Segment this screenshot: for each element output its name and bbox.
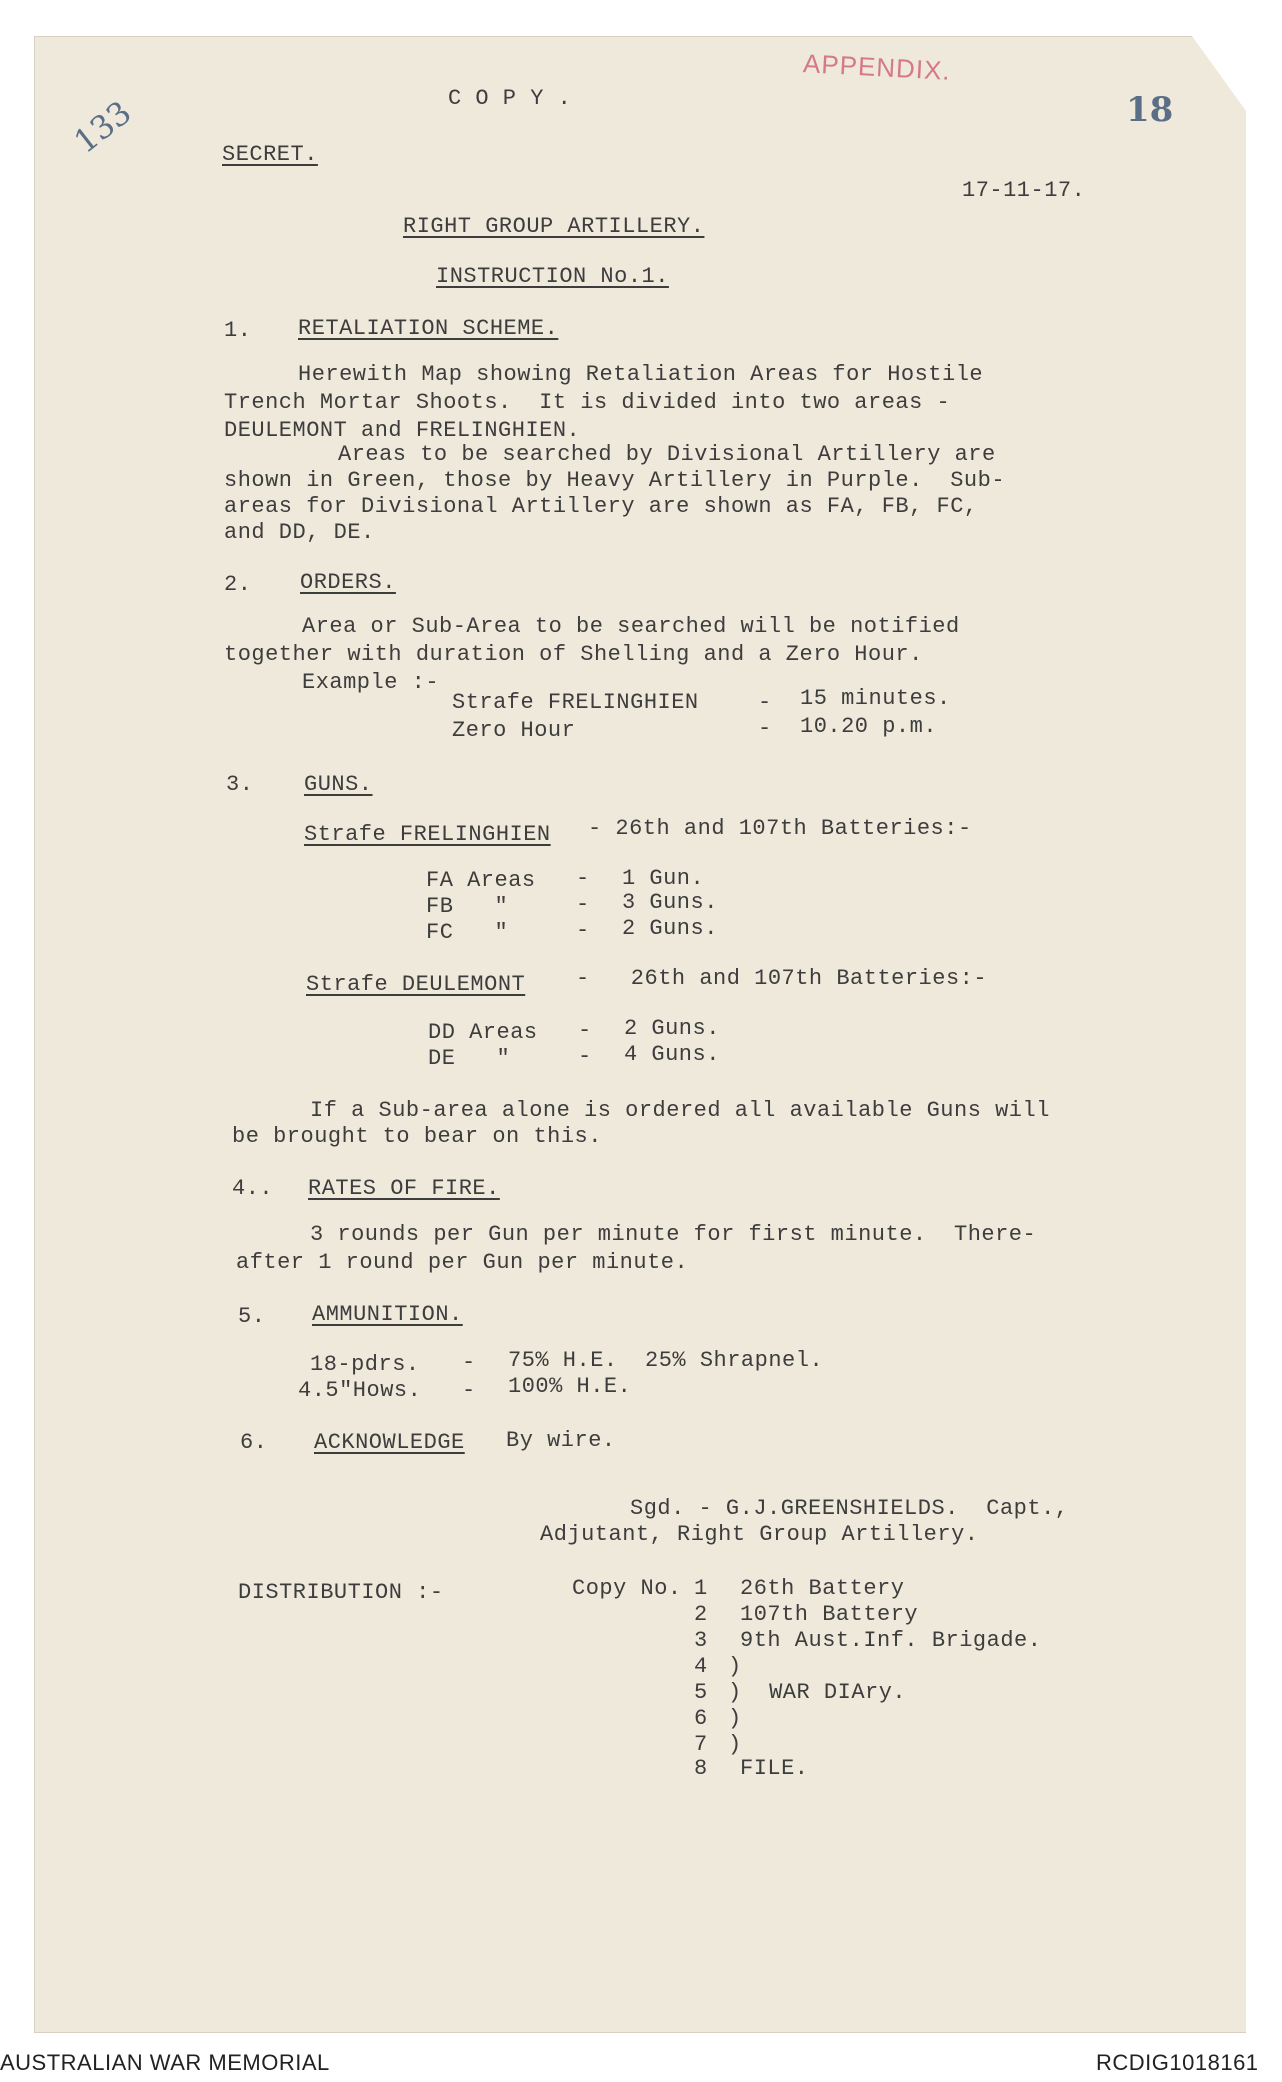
- section-2-line: together with duration of Shelling and a Zero Hour.: [224, 642, 923, 667]
- section-6-heading: ACKNOWLEDGE: [314, 1430, 465, 1455]
- strafe-deulemont-label: Strafe DEULEMONT: [306, 972, 526, 997]
- unit-title: RIGHT GROUP ARTILLERY.: [403, 214, 705, 239]
- section-1-line: areas for Divisional Artillery are shown as FA, FB, FC,: [224, 494, 978, 519]
- section-2-number: 2.: [224, 572, 252, 597]
- distribution-recipient: 26th Battery: [740, 1576, 905, 1601]
- section-3-number: 3.: [226, 772, 254, 797]
- section-5-heading: AMMUNITION.: [312, 1302, 463, 1327]
- section-1-line: Areas to be searched by Divisional Artillery are: [338, 442, 996, 467]
- gun-dash: -: [578, 1018, 592, 1043]
- section-4-number: 4..: [232, 1176, 274, 1201]
- example-row-dash: -: [758, 690, 772, 715]
- section-1-line: and DD, DE.: [224, 520, 375, 545]
- example-row-value: 15 minutes.: [800, 686, 951, 711]
- section-6-text: By wire.: [506, 1428, 616, 1453]
- distribution-copy-no: 5: [694, 1680, 708, 1705]
- example-row-value: 10.20 p.m.: [800, 714, 938, 739]
- distribution-copy-no: 8: [694, 1756, 708, 1781]
- distribution-copy-no: 1: [694, 1576, 708, 1601]
- section-1-number: 1.: [224, 318, 252, 343]
- distribution-copy-no: 2: [694, 1602, 708, 1627]
- section-4-heading: RATES OF FIRE.: [308, 1176, 500, 1201]
- appendix-stamp: APPENDIX.: [802, 48, 952, 86]
- footer-source: AUSTRALIAN WAR MEMORIAL: [0, 2050, 330, 2075]
- gun-count: 2 Guns.: [622, 916, 718, 941]
- section-3-note: be brought to bear on this.: [232, 1124, 602, 1149]
- section-3-note: If a Sub-area alone is ordered all available Guns will: [310, 1098, 1050, 1123]
- distribution-copy-no: 7: [694, 1732, 708, 1757]
- example-row-label: Zero Hour: [452, 718, 576, 743]
- section-4-line: 3 rounds per Gun per minute for first minute. There-: [310, 1222, 1037, 1247]
- example-row-label: Strafe FRELINGHIEN: [452, 690, 699, 715]
- gun-area: FB ": [426, 894, 509, 919]
- gun-area: FC ": [426, 920, 509, 945]
- ammo-gun: 18-pdrs.: [310, 1352, 420, 1377]
- gun-count: 4 Guns.: [624, 1042, 720, 1067]
- ammo-gun: 4.5"Hows.: [298, 1378, 422, 1403]
- copy-number-label: Copy No.: [572, 1576, 682, 1601]
- section-2-heading: ORDERS.: [300, 570, 396, 595]
- signature-line: Sgd. - G.J.GREENSHIELDS. Capt.,: [630, 1496, 1069, 1521]
- section-5-number: 5.: [238, 1304, 266, 1329]
- section-1-line: shown in Green, those by Heavy Artillery in Purple. Sub-: [224, 468, 1006, 493]
- example-label: Example :-: [302, 670, 440, 695]
- gun-count: 3 Guns.: [622, 890, 718, 915]
- distribution-label: DISTRIBUTION :-: [238, 1580, 444, 1605]
- distribution-recipient: ): [728, 1732, 742, 1757]
- strafe-frelinghien-label: Strafe FRELINGHIEN: [304, 822, 551, 847]
- ammo-value: 100% H.E.: [508, 1374, 632, 1399]
- gun-area: DE ": [428, 1046, 511, 1071]
- section-1-line: DEULEMONT and FRELINGHIEN.: [224, 418, 581, 443]
- distribution-copy-no: 4: [694, 1654, 708, 1679]
- section-1-line: Herewith Map showing Retaliation Areas for Hostile: [298, 362, 984, 387]
- section-2-line: Area or Sub-Area to be searched will be notified: [302, 614, 960, 639]
- gun-count: 2 Guns.: [624, 1016, 720, 1041]
- gun-count: 1 Gun.: [622, 866, 705, 891]
- copy-title: C O P Y .: [448, 86, 572, 111]
- distribution-recipient: FILE.: [740, 1756, 809, 1781]
- section-4-line: after 1 round per Gun per minute.: [236, 1250, 689, 1275]
- ammo-dash: -: [462, 1350, 476, 1375]
- gun-dash: -: [576, 918, 590, 943]
- strafe-frelinghien-desc: - 26th and 107th Batteries:-: [588, 816, 972, 841]
- gun-dash: -: [576, 892, 590, 917]
- gun-dash: -: [576, 866, 590, 891]
- section-1-line: Trench Mortar Shoots. It is divided into two areas -: [224, 390, 951, 415]
- signature-title: Adjutant, Right Group Artillery.: [540, 1522, 979, 1547]
- example-row-dash: -: [758, 716, 772, 741]
- strafe-deulemont-desc: - 26th and 107th Batteries:-: [576, 966, 988, 991]
- distribution-copy-no: 6: [694, 1706, 708, 1731]
- distribution-copy-no: 3: [694, 1628, 708, 1653]
- folio-number-left: 133: [66, 93, 139, 161]
- distribution-recipient: ): [728, 1654, 742, 1679]
- section-6-number: 6.: [240, 1430, 268, 1455]
- distribution-recipient: ) WAR DIAry.: [728, 1680, 907, 1705]
- distribution-recipient: ): [728, 1706, 742, 1731]
- gun-dash: -: [578, 1044, 592, 1069]
- gun-area: DD Areas: [428, 1020, 538, 1045]
- instruction-title: INSTRUCTION No.1.: [436, 264, 669, 289]
- folio-number-right: 18: [1126, 90, 1174, 130]
- section-1-heading: RETALIATION SCHEME.: [298, 316, 559, 341]
- footer-record-id: RCDIG1018161: [1096, 2050, 1259, 2075]
- distribution-recipient: 107th Battery: [740, 1602, 919, 1627]
- section-3-heading: GUNS.: [304, 772, 373, 797]
- distribution-recipient: 9th Aust.Inf. Brigade.: [740, 1628, 1042, 1653]
- ammo-dash: -: [462, 1378, 476, 1403]
- ammo-value: 75% H.E. 25% Shrapnel.: [508, 1348, 824, 1373]
- gun-area: FA Areas: [426, 868, 536, 893]
- classification-secret: SECRET.: [222, 142, 318, 167]
- document-date: 17-11-17.: [962, 178, 1086, 203]
